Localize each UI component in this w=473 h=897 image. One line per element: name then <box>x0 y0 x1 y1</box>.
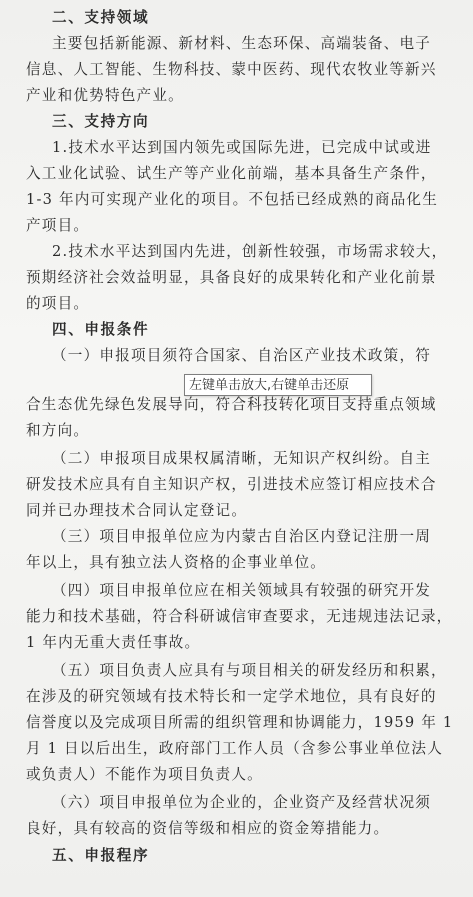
paragraph-line: （一）申报项目须符合国家、自治区产业技术政策，符 <box>52 347 432 364</box>
paragraph-line: 1-3 年内可实现产业化的项目。不包括已经成熟的商品化生 <box>26 191 438 208</box>
paragraph-line: 信息、人工智能、生物科技、蒙中医药、现代农牧业等新兴 <box>26 61 437 78</box>
paragraph-line: 的项目。 <box>26 295 90 312</box>
section-heading: 四、申报条件 <box>52 321 150 338</box>
paragraph-line: 合生态优先绿色发展导向，符合科技转化项目支持重点领域 <box>26 396 437 413</box>
paragraph-line: 能力和技术基础，符合科研诚信审查要求，无违规违法记录， <box>26 608 453 625</box>
paragraph-line: 良好，具有较高的资信等级和相应的资金筹措能力。 <box>26 820 390 837</box>
paragraph-line: 同并已办理技术合同认定登记。 <box>26 502 248 519</box>
paragraph-line: 和方向。 <box>26 422 90 439</box>
paragraph-line: 预期经济社会效益明显，具备良好的成果转化和产业化前景 <box>26 269 437 286</box>
paragraph-line: 入工业化试验、试生产等产业化前端，基本具备生产条件， <box>26 165 437 182</box>
section-heading: 二、支持领域 <box>52 9 150 26</box>
paragraph-line: 信誉度以及完成项目所需的组织管理和协调能力，1959 年 1 <box>26 714 454 731</box>
paragraph-line: （四）项目申报单位应在相关领域具有较强的研究开发 <box>52 582 432 599</box>
paragraph-line: 产项目。 <box>26 217 90 234</box>
paragraph-line: （二）申报项目成果权属清晰，无知识产权纠纷。自主 <box>52 450 432 467</box>
paragraph-line: （六）项目申报单位为企业的，企业资产及经营状况须 <box>52 794 432 811</box>
paragraph-line: 1 年内无重大责任事故。 <box>26 634 201 651</box>
paragraph-line: 或负责人）不能作为项目负责人。 <box>26 766 263 783</box>
paragraph-line: （三）项目申报单位应为内蒙古自治区内登记注册一周 <box>52 528 432 545</box>
paragraph-line: 1.技术水平达到国内领先或国际先进，已完成中试或进 <box>52 139 432 156</box>
zoom-tooltip: 左键单击放大,右键单击还原 <box>184 374 372 396</box>
paragraph-line: 产业和优势特色产业。 <box>26 87 184 104</box>
section-heading: 三、支持方向 <box>52 113 150 130</box>
paragraph-line: 主要包括新能源、新材料、生态环保、高端装备、电子 <box>52 35 432 52</box>
paragraph-line: （五）项目负责人应具有与项目相关的研发经历和积累， <box>52 662 447 679</box>
paragraph-line: 在涉及的研究领域有技术特长和一定学术地位，具有良好的 <box>26 688 437 705</box>
paragraph-line: 月 1 日以后出生，政府部门工作人员（含参公事业单位法人 <box>26 740 444 757</box>
paragraph-line: 年以上，具有独立法人资格的企事业单位。 <box>26 554 327 571</box>
section-heading: 五、申报程序 <box>52 847 150 864</box>
paragraph-line: 研发技术应具有自主知识产权，引进技术应签订相应技术合 <box>26 476 437 493</box>
paragraph-line: 2.技术水平达到国内先进，创新性较强，市场需求较大， <box>52 243 448 260</box>
